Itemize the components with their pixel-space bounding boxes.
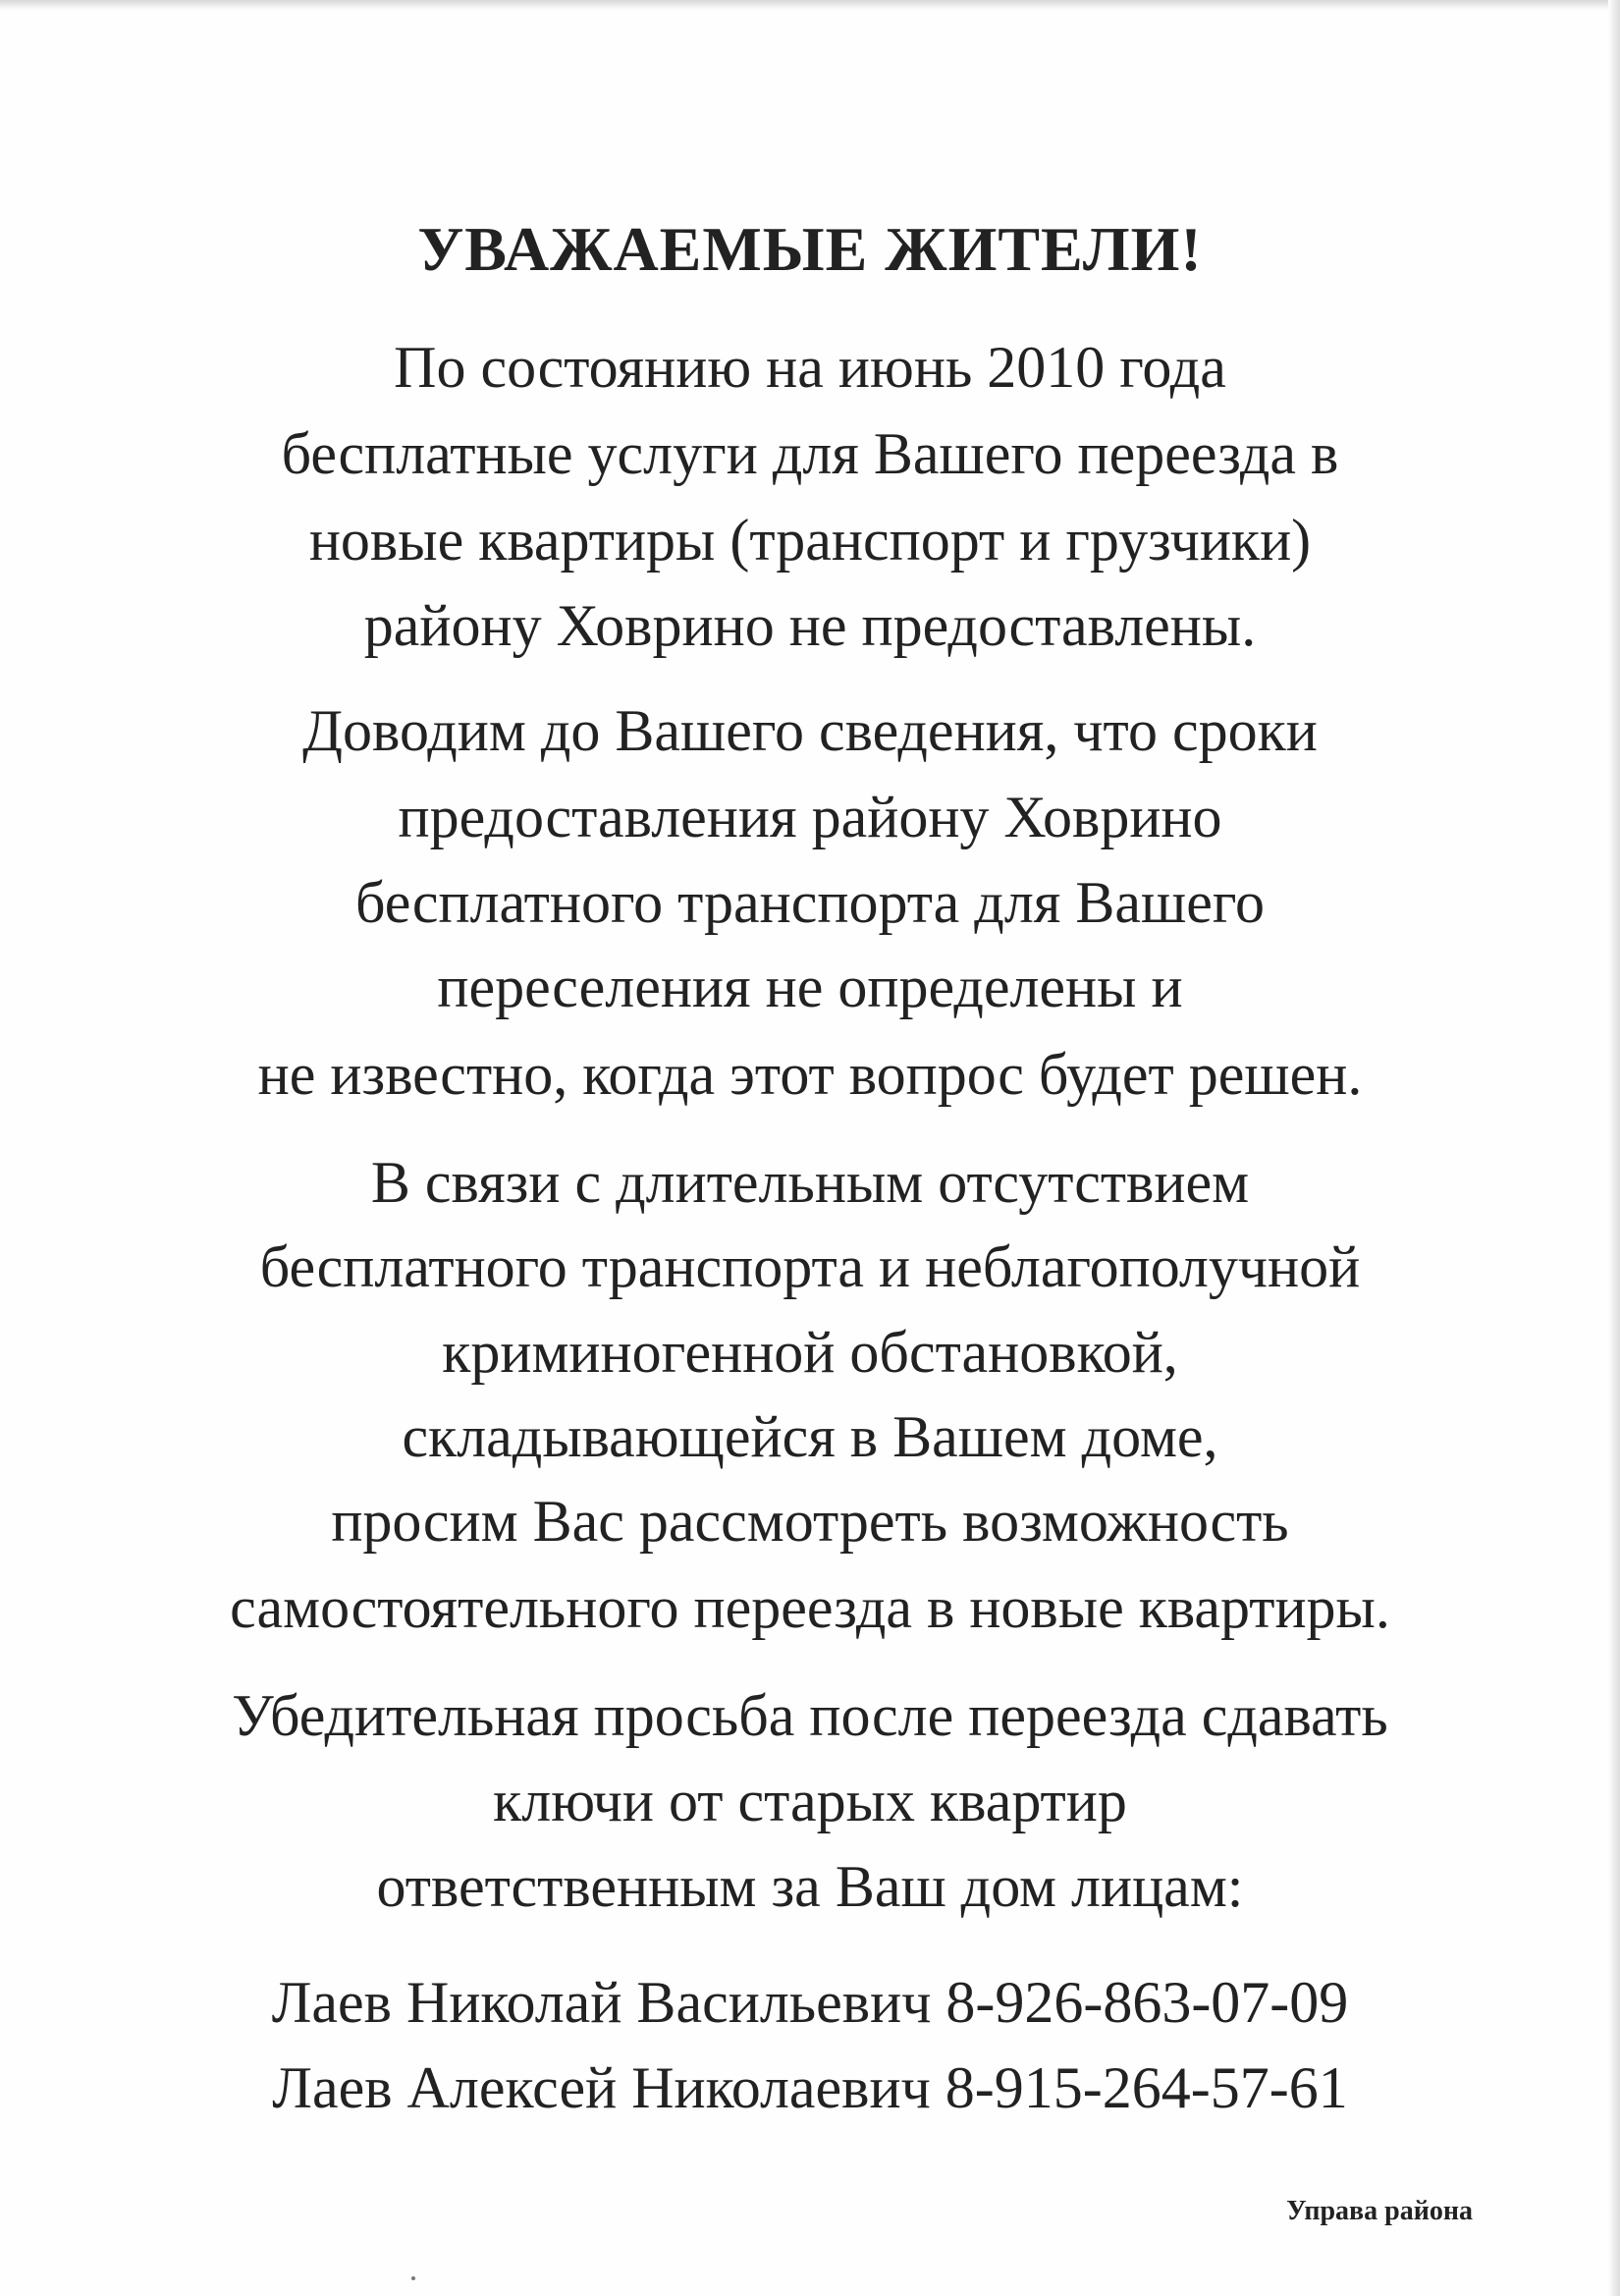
- paragraph3-line4: складывающейся в Вашем доме,: [402, 1404, 1218, 1469]
- paragraph2-line3: бесплатного транспорта для Вашего: [355, 870, 1265, 935]
- scan-edge-top: [0, 0, 1620, 10]
- paragraph2-line1: Доводим до Вашего сведения, что сроки: [302, 698, 1318, 763]
- contact-line-1: Лаев Николай Васильевич 8-926-863-07-09: [271, 1970, 1349, 2035]
- contact-line-2: Лаев Алексей Николаевич 8-915-264-57-61: [272, 2055, 1348, 2120]
- paragraph3-line6: самостоятельного переезда в новые квартиры.: [230, 1575, 1390, 1640]
- paragraph2-line4: переселения не определены и: [437, 955, 1183, 1019]
- scan-speck: [411, 2276, 415, 2280]
- notice-heading: УВАЖАЕМЫЕ ЖИТЕЛИ!: [417, 214, 1203, 284]
- paragraph1-line2: бесплатные услуги для Вашего переезда в: [281, 421, 1339, 486]
- paragraph1-line4: району Ховрино не предоставлены.: [363, 593, 1257, 658]
- paragraph3-line1: В связи с длительным отсутствием: [370, 1150, 1250, 1215]
- paragraph1-line1: По состоянию на июнь 2010 года: [394, 335, 1226, 400]
- paragraph4-line3: ответственным за Ваш дом лицам:: [376, 1854, 1244, 1919]
- paragraph4-line1: Убедительная просьба после переезда сдавать: [232, 1683, 1388, 1748]
- paragraph1-line3: новые квартиры (транспорт и грузчики): [308, 508, 1312, 573]
- paragraph3-line2: бесплатного транспорта и неблагополучной: [259, 1234, 1361, 1299]
- paragraph2-line5: не известно, когда этот вопрос будет решен.: [257, 1042, 1363, 1107]
- paragraph2-line2: предоставления району Ховрино: [398, 785, 1222, 849]
- paragraph3-line5: просим Вас рассмотреть возможность: [331, 1489, 1289, 1554]
- paragraph3-line3: криминогенной обстановкой,: [442, 1320, 1178, 1385]
- paragraph4-line2: ключи от старых квартир: [493, 1769, 1127, 1833]
- signature: Управа района: [1286, 2196, 1473, 2226]
